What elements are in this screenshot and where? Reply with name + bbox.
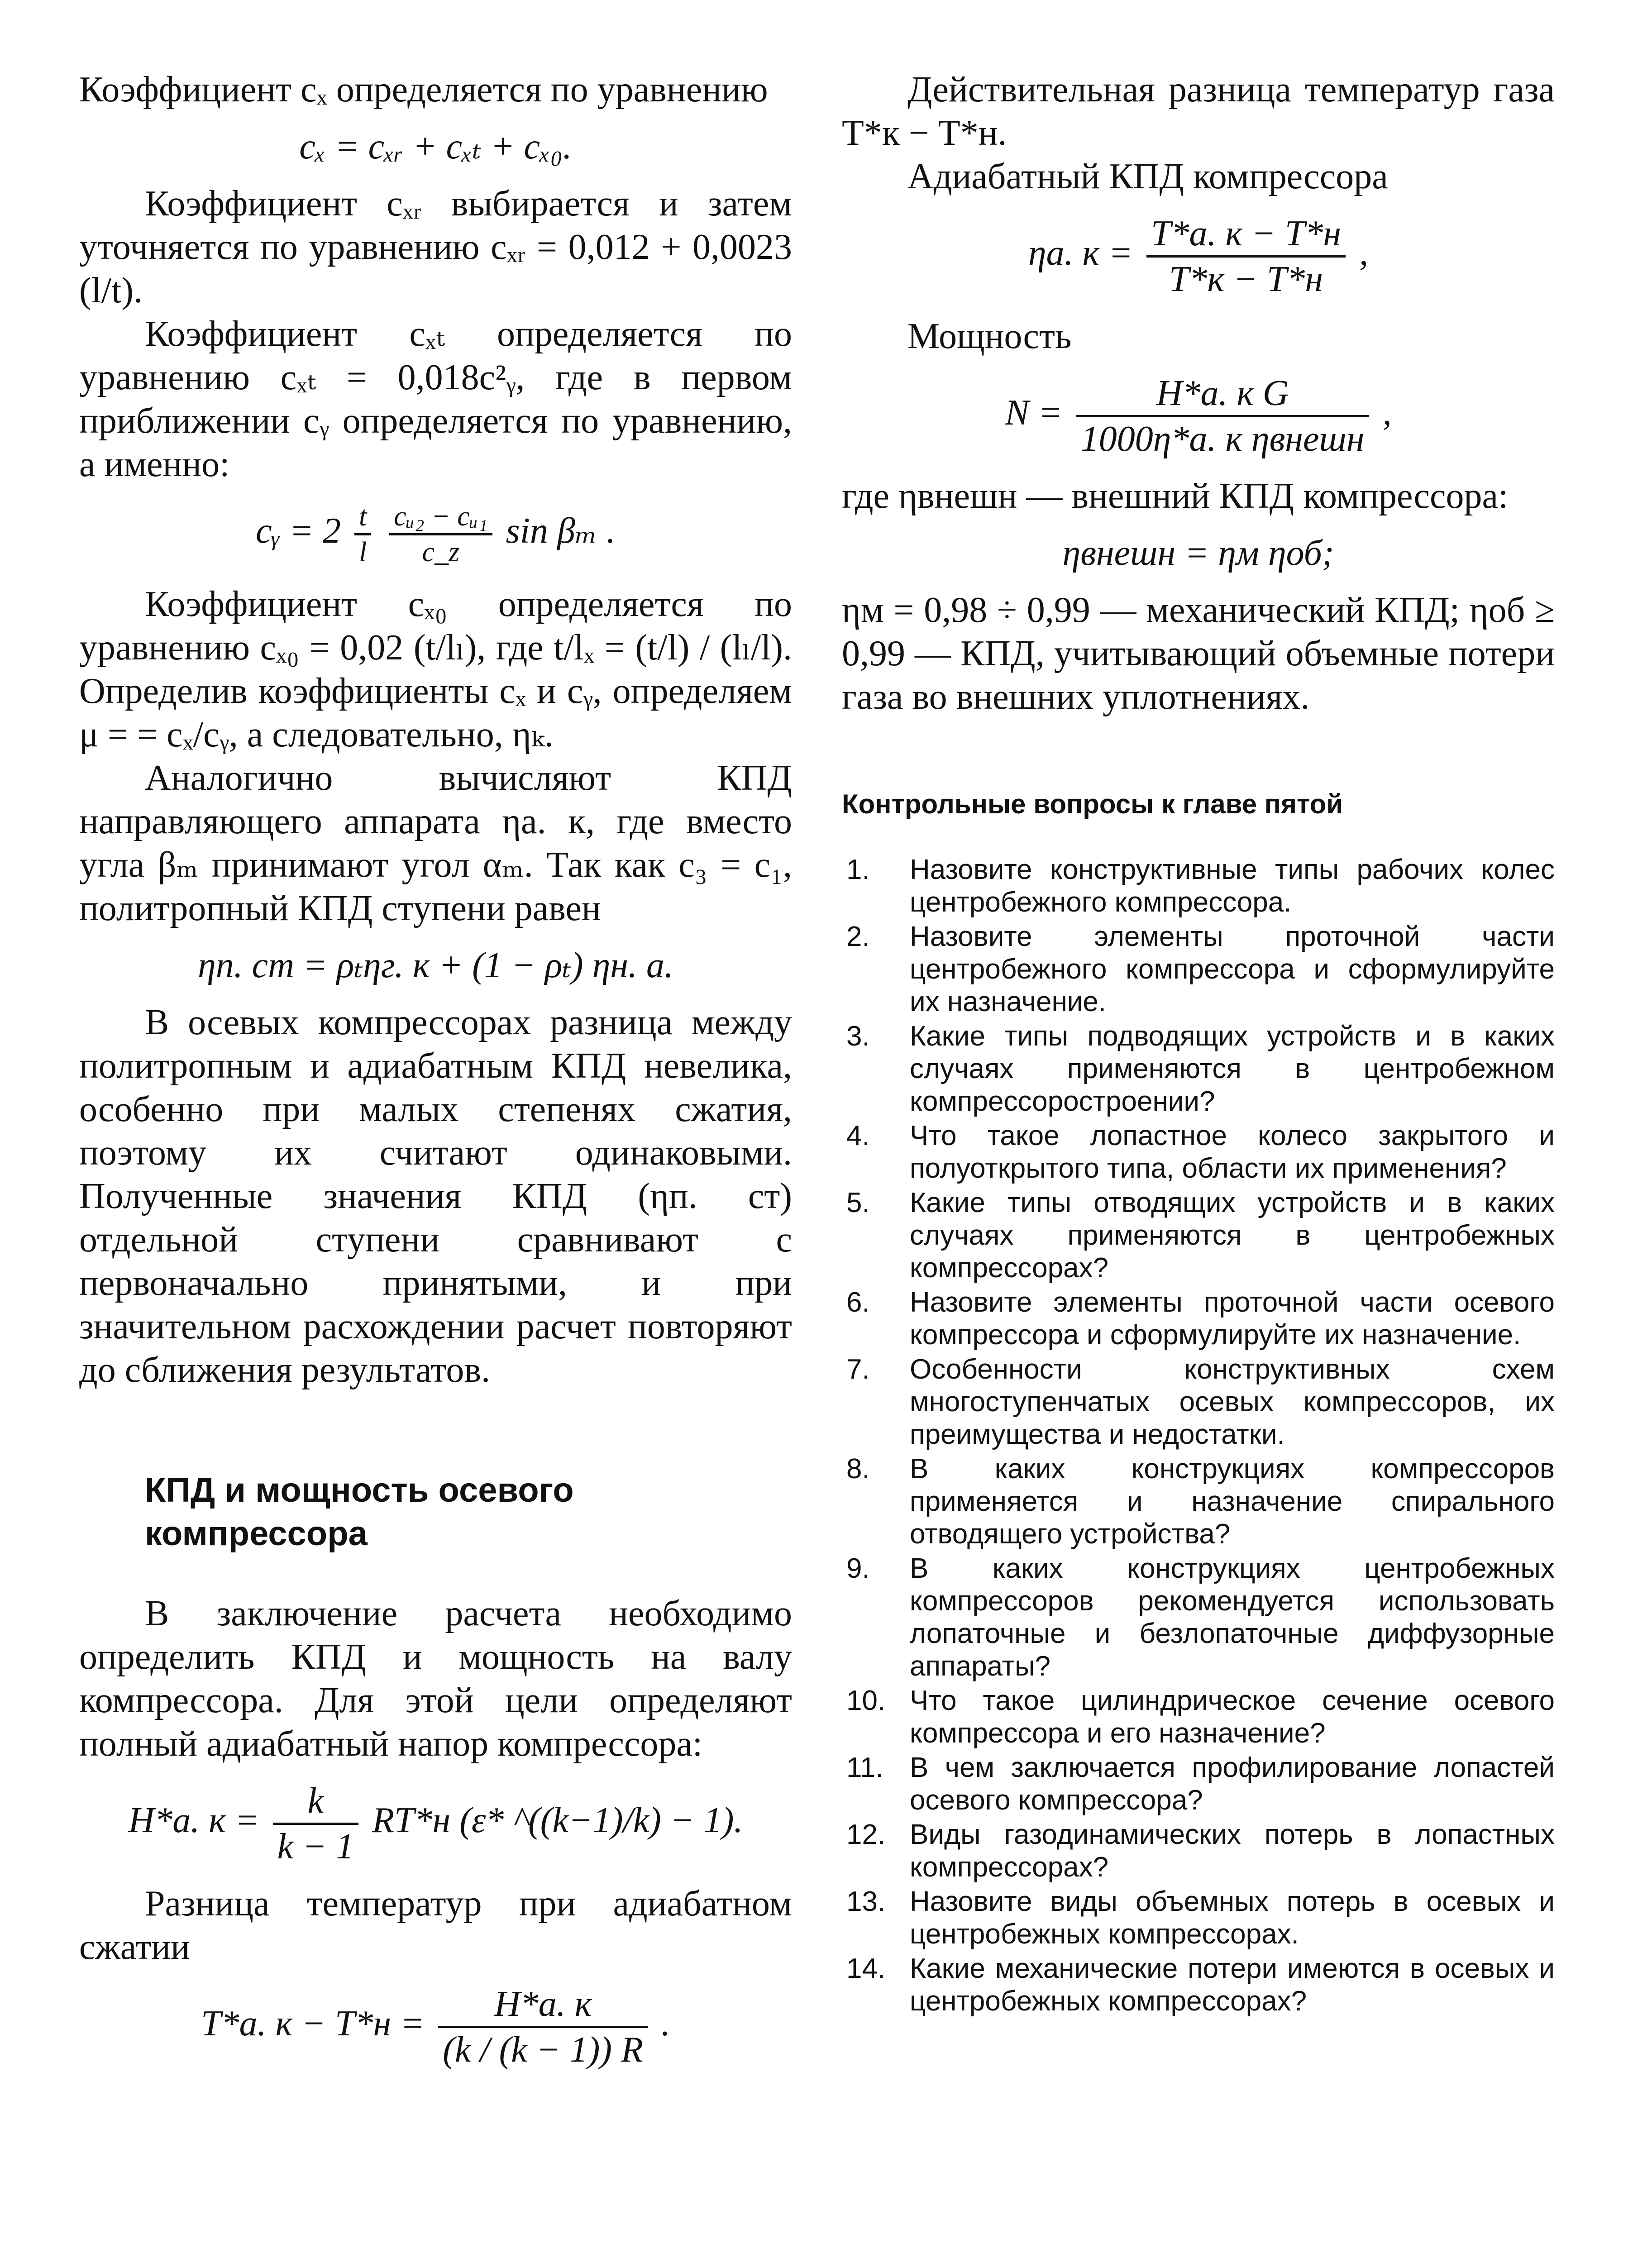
- fraction-denominator: l: [359, 537, 367, 568]
- fraction-numerator: k: [273, 1779, 359, 1825]
- fraction-head-over-r: [438, 1982, 648, 2072]
- paragraph-adiabatic-eff: Адиабатный КПД компрессора: [907, 157, 1388, 196]
- question-item: [842, 1552, 1555, 1683]
- fraction-numerator: T*а. к − T*н: [1146, 212, 1346, 258]
- fraction-denominator: (k / (k − 1)) R: [443, 2030, 643, 2070]
- formula-cy-right: sin βₘ .: [506, 511, 616, 551]
- question-number: 1.: [846, 854, 870, 885]
- left-column: [79, 68, 792, 2085]
- formula-cy-left: cᵧ = 2: [256, 511, 341, 551]
- question-number: 3.: [846, 1021, 870, 1052]
- questions-title: Контрольные вопросы к главе пятой: [842, 789, 1343, 819]
- question-text: Назовите элементы проточной части осевого компрессора и сформулируйте их назначение.: [910, 1287, 1555, 1351]
- right-column: [842, 68, 1555, 2020]
- formula-power: [842, 372, 1555, 461]
- formula-adiabatic-head: [79, 1779, 792, 1868]
- paragraph-mechanical-eff: ηм = 0,98 ÷ 0,99 — механический КПД; ηоб ≥ 0,99 — КПД, учитывающий объемные потери газа во внешних уплотнениях.: [842, 590, 1555, 717]
- question-item: [842, 1953, 1555, 2018]
- question-number: 9.: [846, 1553, 870, 1584]
- question-item: [842, 854, 1555, 919]
- question-number: 2.: [846, 921, 870, 952]
- formula-head-left: H*а. к =: [128, 1800, 259, 1840]
- question-number: 14.: [846, 1953, 886, 1984]
- question-item: [842, 1752, 1555, 1817]
- question-item: [842, 1120, 1555, 1185]
- formula-power-left: N =: [1005, 392, 1063, 433]
- formula-temp-left: T*а. к − T*н =: [201, 2003, 425, 2043]
- question-text: Что такое цилиндрическое сечение осевого компрессора и его назначение?: [910, 1685, 1555, 1749]
- formula-temp-end: .: [661, 2003, 670, 2043]
- formula-polytropic-eff: ηп. ст = ρₜηг. к + (1 − ρₜ) ηн. а.: [197, 945, 674, 985]
- questions-list: [842, 854, 1555, 2018]
- question-text: В каких конструкциях компрессоров применяется и назначение спирального отводящего устройства?: [910, 1453, 1555, 1550]
- formula-external-eff: ηвнешн = ηм ηоб;: [1062, 533, 1334, 573]
- fraction-numerator: H*а. к: [438, 1982, 648, 2028]
- question-text: Какие механические потери имеются в осевых и центробежных компрессорах?: [910, 1953, 1555, 2017]
- question-number: 11.: [846, 1752, 883, 1783]
- formula-temp-diff: [79, 1982, 792, 2072]
- question-item: [842, 1187, 1555, 1284]
- question-number: 12.: [846, 1819, 886, 1850]
- question-number: 10.: [846, 1685, 886, 1716]
- fraction-numerator: H*а. к G: [1076, 372, 1369, 417]
- question-number: 6.: [846, 1287, 870, 1318]
- paragraph-actual-temp-diff: Действительная разница температур газа T*к − T*н.: [842, 70, 1555, 153]
- fraction-denominator: T*к − T*н: [1169, 259, 1323, 299]
- paragraph-temp-diff: Разница температур при адиабатном сжатии: [79, 1884, 792, 1967]
- question-number: 7.: [846, 1354, 870, 1385]
- formula-power-end: ,: [1382, 392, 1392, 433]
- fraction-denominator: 1000η*а. к ηвнешн: [1080, 419, 1365, 459]
- question-text: Назовите элементы проточной части центробежного компрессора и сформулируйте их назначение.: [910, 921, 1555, 1017]
- question-number: 5.: [846, 1187, 870, 1218]
- paragraph-external-eff: где ηвнешн — внешний КПД компрессора:: [842, 476, 1509, 516]
- question-text: Назовите виды объемных потерь в осевых и центробежных компрессорах.: [910, 1886, 1555, 1950]
- question-item: [842, 1819, 1555, 1884]
- question-item: [842, 1453, 1555, 1551]
- fraction-power: [1076, 372, 1369, 461]
- paragraph-cx0: Коэффициент cₓ₀ определяется по уравнению cₓ₀ = 0,02 (t/lₗ), где t/lₓ = (t/l) / (lₗ/l). Определив коэффициенты cₓ и cᵧ, определяем μ = = cₓ/cᵧ, а следовательно, ηₖ.: [79, 584, 792, 754]
- fraction-t-over-l: [354, 500, 371, 569]
- question-item: [842, 921, 1555, 1018]
- paragraph-cx-definition: Коэффициент cₓ определяется по уравнению: [79, 70, 768, 110]
- paragraph-cxt: Коэффициент cₓₜ определяется по уравнению cₓₜ = 0,018c²ᵧ, где в первом приближении cᵧ определяется по уравнению, а именно:: [79, 314, 792, 484]
- formula-cy: [79, 500, 792, 569]
- fraction-numerator: t: [354, 500, 371, 535]
- paragraph-conclusion: В заключение расчета необходимо определить КПД и мощность на валу компрессора. Для этой цели определяют полный адиабатный напор компрессора:: [79, 1594, 792, 1764]
- question-item: [842, 1353, 1555, 1451]
- section-heading: КПД и мощность осевого компрессора: [145, 1471, 574, 1553]
- formula-adiabatic-eff: [842, 212, 1555, 301]
- formula-cx-sum: cₓ = cₓᵣ + cₓₜ + cₓ₀.: [299, 127, 572, 167]
- question-text: Что такое лопастное колесо закрытого и полуоткрытого типа, области их применения?: [910, 1120, 1555, 1184]
- paragraph-power: Мощность: [907, 316, 1072, 356]
- question-text: Какие типы отводящих устройств и в каких случаях применяются в центробежных компрессорах?: [910, 1187, 1555, 1284]
- formula-eff-end: ,: [1359, 233, 1369, 273]
- question-number: 4.: [846, 1120, 870, 1151]
- question-number: 13.: [846, 1886, 886, 1917]
- paragraph-cxr: Коэффициент cₓᵣ выбирается и затем уточняется по уравнению cₓᵣ = 0,012 + 0,0023 (l/t).: [79, 184, 792, 310]
- fraction-k-over-k-1: [273, 1779, 359, 1868]
- paragraph-guide-vane: Аналогично вычисляют КПД направляющего аппарата ηа. к, где вместо угла βₘ принимают угол αₘ. Так как c₃ = c₁, политропный КПД ступени равен: [79, 758, 792, 928]
- fraction-cu-over-cz: [389, 500, 492, 569]
- formula-head-right: RT*н (ε* ^((k−1)/k) − 1).: [372, 1800, 743, 1840]
- fraction-denominator: k − 1: [277, 1827, 354, 1867]
- question-text: Назовите конструктивные типы рабочих колес центробежного компрессора.: [910, 854, 1555, 918]
- question-text: Виды газодинамических потерь в лопастных компрессорах?: [910, 1819, 1555, 1883]
- question-number: 8.: [846, 1453, 870, 1485]
- question-text: В каких конструкциях центробежных компрессоров рекомендуется использовать лопаточные и безлопаточные диффузорные аппараты?: [910, 1553, 1555, 1682]
- question-text: В чем заключается профилирование лопастей осевого компрессора?: [910, 1752, 1555, 1816]
- fraction-temps: [1146, 212, 1346, 301]
- question-item: [842, 1020, 1555, 1118]
- question-text: Какие типы подводящих устройств и в каких случаях применяются в центробежном компрессоростроении?: [910, 1021, 1555, 1117]
- fraction-numerator: cᵤ₂ − cᵤ₁: [389, 500, 492, 535]
- fraction-denominator: c_z: [422, 537, 460, 568]
- question-item: [842, 1685, 1555, 1750]
- question-item: [842, 1286, 1555, 1351]
- formula-eff-left: ηа. к =: [1028, 233, 1133, 273]
- paragraph-axial-eff: В осевых компрессорах разница между политропным и адиабатным КПД невелика, особенно при малых степенях сжатия, поэтому их считают одинаковыми. Полученные значения КПД (ηп. ст) отдельной ступени сравнивают с первоначально принятыми, и при значительном расхождении расчет повторяют до сближения результатов.: [79, 1003, 792, 1390]
- question-item: [842, 1886, 1555, 1951]
- question-text: Особенности конструктивных схем многоступенчатых осевых компрессоров, их преимущества и недостатки.: [910, 1354, 1555, 1450]
